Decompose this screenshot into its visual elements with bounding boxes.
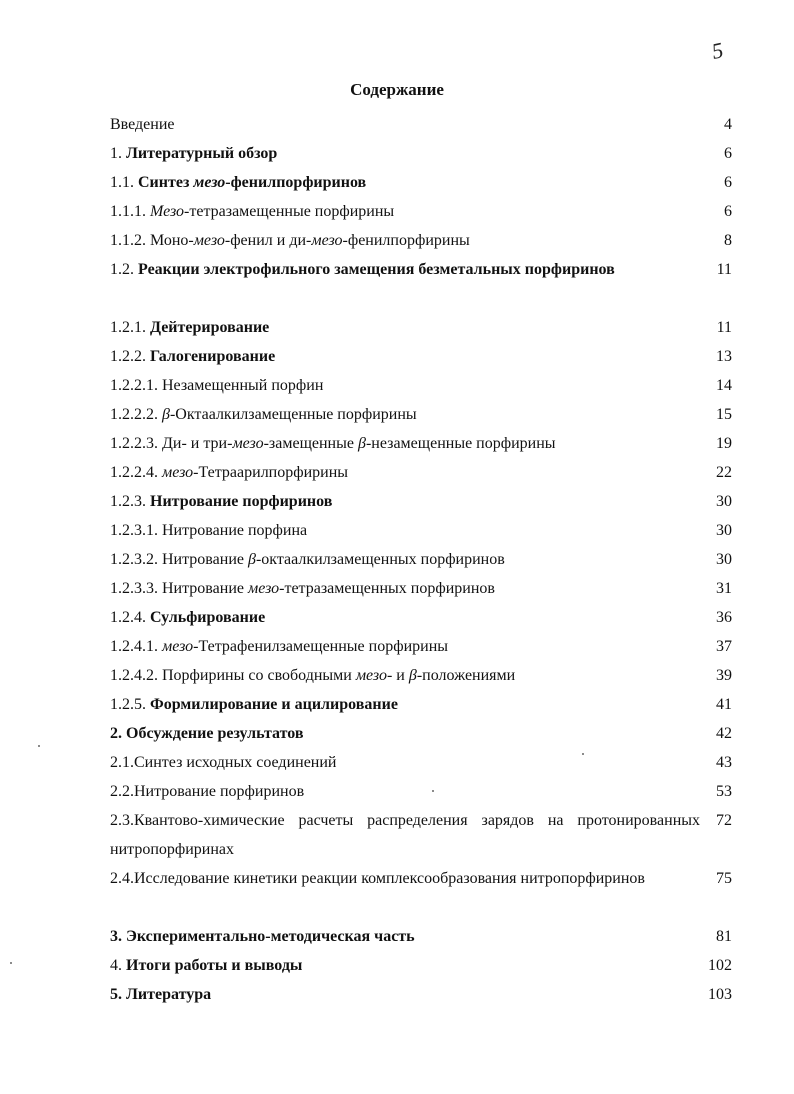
toc-entry-text — [110, 458, 708, 487]
toc-entry-title-part: мезо — [193, 174, 226, 191]
toc-entry — [110, 342, 732, 371]
toc-entry-title-part: Нитрование порфиринов — [150, 493, 333, 510]
toc-entry-page: 30 — [716, 522, 732, 539]
toc-entry-page: 30 — [716, 551, 732, 568]
toc-entry-title-part: -фенил и ди- — [224, 232, 312, 249]
toc-entry-text — [110, 574, 708, 603]
toc-entry-title-part: -незамещенные порфирины — [365, 435, 556, 452]
scan-speck — [432, 790, 434, 792]
toc-entry — [110, 748, 732, 777]
toc-entry — [110, 574, 732, 603]
toc-entry-number: 1.2.3.2. — [110, 551, 162, 568]
toc-entry-page: 6 — [724, 145, 732, 162]
toc-entry-title-part: Моно- — [150, 232, 194, 249]
toc-entry-text — [110, 806, 708, 864]
toc-entry — [110, 951, 732, 980]
toc-entry-page: 36 — [716, 609, 732, 626]
toc-entry-page: 41 — [716, 696, 732, 713]
toc-entry-title-part: Литературный обзор — [126, 145, 278, 162]
toc-entry-title-part: -Октаалкилзамещенные порфирины — [169, 406, 417, 423]
toc-entry-page: 4 — [724, 116, 732, 133]
toc-entry-number: 1.1.2. — [110, 232, 150, 249]
toc-entry — [110, 226, 732, 255]
toc-entry-page: 42 — [716, 725, 732, 742]
toc-entry-page: 31 — [716, 580, 732, 597]
toc-entry-title-part: мезо — [247, 580, 280, 597]
toc-entry-title-part: Формилирование и ацилирование — [150, 696, 398, 713]
toc-entry-page: 103 — [708, 986, 732, 1003]
toc-entry-text — [110, 342, 708, 371]
toc-entry-number: 1.2.3.3. — [110, 580, 162, 597]
toc-entry-number: 1.2.2.2. — [110, 406, 162, 423]
toc-entry-title-part: 2.4.Исследование кинетики реакции комплексообразования нитропорфиринов — [110, 870, 645, 887]
toc-entry-text — [110, 951, 708, 980]
toc-entry — [110, 371, 732, 400]
toc-entry-text — [110, 429, 708, 458]
toc-entry-title-part: β — [247, 551, 256, 568]
toc-entry-title-part: Нитрование — [162, 580, 248, 597]
toc-entry-text — [110, 110, 708, 139]
toc-entry-text — [110, 255, 708, 284]
toc-entry — [110, 603, 732, 632]
toc-entry-page: 43 — [716, 754, 732, 771]
toc-entry-title-part: -замещенные — [263, 435, 358, 452]
toc-entry-title-part: мезо — [193, 232, 225, 249]
toc-entry-title-part: -тетразамещенные порфирины — [184, 203, 395, 220]
toc-entry-title-part: 5. Литература — [110, 986, 212, 1003]
toc-entry-page: 22 — [716, 464, 732, 481]
toc-entry-page: 8 — [724, 232, 732, 249]
toc-entry — [110, 922, 732, 951]
toc-entry — [110, 777, 732, 806]
toc-entry-number: 1.2.2. — [110, 348, 150, 365]
toc-entry-page: 13 — [716, 348, 732, 365]
toc-entry-page: 15 — [716, 406, 732, 423]
toc-entry-page: 53 — [716, 783, 732, 800]
toc-entry-page: 102 — [708, 957, 732, 974]
toc-entry-text — [110, 400, 708, 429]
toc-entry-text — [110, 719, 708, 748]
toc-entry-number: 1.2.4.1. — [110, 638, 162, 655]
toc-entry-title-part: Введение — [110, 116, 175, 133]
toc-entry-text — [110, 777, 708, 806]
toc-entry-title-part: мезо — [162, 464, 194, 481]
toc-entry — [110, 690, 732, 719]
toc-entry-text — [110, 516, 708, 545]
toc-entry-title-part: 3. Экспериментально-методическая часть — [110, 928, 415, 945]
toc-entry-number: 1.2.3.1. — [110, 522, 162, 539]
scan-speck — [38, 745, 40, 747]
toc-entry-text — [110, 545, 708, 574]
toc-entry-title-part: Реакции электрофильного замещения безметальных порфиринов — [138, 261, 615, 278]
toc-entry-number: 1.1.1. — [110, 203, 150, 220]
toc-entry-title-part: Незамещенный порфин — [162, 377, 324, 394]
toc-entry-page: 39 — [716, 667, 732, 684]
handwritten-page-number: 5 — [709, 37, 726, 64]
toc-entry-title-part: Сульфирование — [150, 609, 266, 626]
toc-entry-number: 1.2.2.1. — [110, 377, 162, 394]
toc-entry-title-part: 2.3.Квантово-химические расчеты распределения зарядов на протонированных нитропорфиринах — [110, 812, 700, 858]
toc-entry — [110, 806, 732, 864]
toc-entry-page: 11 — [716, 319, 732, 336]
toc-entry — [110, 864, 732, 922]
toc-entry-title-part: мезо — [232, 435, 264, 452]
toc-entry — [110, 400, 732, 429]
toc-entry-page: 75 — [716, 870, 732, 887]
toc-entry-number: 1.2.2.3. — [110, 435, 162, 452]
toc-entry-text — [110, 487, 708, 516]
toc-entry-title-part: мезо — [162, 638, 194, 655]
toc-entry-page: 19 — [716, 435, 732, 452]
toc-entry-title-part: мезо — [311, 232, 343, 249]
toc-entry-text — [110, 922, 708, 951]
toc-entry-title-part: Ди- и три- — [162, 435, 233, 452]
toc-entry-title-part: -тетразамещенных порфиринов — [279, 580, 495, 597]
toc-entry-title-part: β — [162, 406, 170, 423]
toc-entry — [110, 197, 732, 226]
toc-entry-title-part: -фенилпорфирины — [342, 232, 470, 249]
toc-entry — [110, 139, 732, 168]
toc-entry-text — [110, 313, 708, 342]
toc-entry-text — [110, 197, 708, 226]
toc-entry-title-part: Мезо — [150, 203, 185, 220]
toc-entry-title-part: - и — [386, 667, 409, 684]
toc-entry-number: 1.2.1. — [110, 319, 150, 336]
toc-entry-text — [110, 864, 708, 893]
toc-entry-text — [110, 139, 708, 168]
toc-entry — [110, 545, 732, 574]
toc-entry-title-part: Нитрование — [162, 551, 248, 568]
toc-entry — [110, 313, 732, 342]
toc-entry-page: 81 — [716, 928, 732, 945]
toc-entry — [110, 458, 732, 487]
scan-speck — [10, 962, 12, 964]
toc-entry-number: 1.1. — [110, 174, 138, 191]
scan-speck — [582, 753, 584, 755]
toc-entry-page: 30 — [716, 493, 732, 510]
toc-entry-number: 1.2.4. — [110, 609, 150, 626]
toc-entry-number: 1. — [110, 145, 126, 162]
toc-entry-page: 6 — [724, 203, 732, 220]
toc-entry-title-part: Галогенирование — [150, 348, 276, 365]
toc-entry-title-part: Нитрование порфина — [162, 522, 308, 539]
toc-entry-page: 37 — [716, 638, 732, 655]
toc-entry-text — [110, 168, 708, 197]
toc-entry-number: 1.2.2.4. — [110, 464, 162, 481]
toc-entry-number: 1.2. — [110, 261, 138, 278]
toc-entry-title-part: Итоги работы и выводы — [126, 957, 303, 974]
toc-entry-title-part: β — [357, 435, 366, 452]
toc-entry-text — [110, 226, 708, 255]
toc-entry-title-part: 2.1.Синтез исходных соединений — [110, 754, 337, 771]
toc-entry-text — [110, 632, 708, 661]
toc-entry — [110, 255, 732, 313]
toc-entry-title-part: -октаалкилзамещенных порфиринов — [255, 551, 505, 568]
toc-entry-title-part: -положениями — [416, 667, 516, 684]
toc-entry-title-part: Синтез — [138, 174, 194, 191]
toc-entry-title-part: -фенилпорфиринов — [225, 174, 367, 191]
toc-entry-title-part: мезо — [355, 667, 387, 684]
toc-entry-text — [110, 371, 708, 400]
toc-entry-number: 1.2.5. — [110, 696, 150, 713]
toc-title: Содержание — [350, 80, 444, 99]
toc-entry-number: 1.2.3. — [110, 493, 150, 510]
toc-entry-page: 6 — [724, 174, 732, 191]
table-of-contents — [110, 110, 732, 1009]
toc-entry-title-part: 2. Обсуждение результатов — [110, 725, 304, 742]
toc-entry-title-part: Порфирины со свободными — [162, 667, 356, 684]
toc-entry-title-part: Дейтерирование — [150, 319, 270, 336]
toc-entry-title-part: -Тетраарилпорфирины — [193, 464, 349, 481]
toc-entry — [110, 429, 732, 458]
toc-entry-text — [110, 748, 708, 777]
toc-entry — [110, 661, 732, 690]
toc-entry — [110, 980, 732, 1009]
toc-entry-title-part: 2.2.Нитрование порфиринов — [110, 783, 305, 800]
toc-entry — [110, 487, 732, 516]
toc-entry-text — [110, 603, 708, 632]
toc-entry — [110, 168, 732, 197]
toc-entry-page: 11 — [716, 261, 732, 278]
toc-entry-page: 72 — [716, 812, 732, 829]
toc-entry-text — [110, 661, 708, 690]
toc-entry-title-part: -Тетрафенилзамещенные порфирины — [193, 638, 449, 655]
toc-entry-text — [110, 690, 708, 719]
toc-entry-text — [110, 980, 708, 1009]
toc-entry — [110, 110, 732, 139]
toc-entry-number: 1.2.4.2. — [110, 667, 162, 684]
toc-entry-title-part: 4. — [110, 957, 126, 974]
toc-entry — [110, 632, 732, 661]
toc-entry-title-part: β — [408, 667, 417, 684]
toc-entry — [110, 516, 732, 545]
toc-entry — [110, 719, 732, 748]
toc-entry-page: 14 — [716, 377, 732, 394]
